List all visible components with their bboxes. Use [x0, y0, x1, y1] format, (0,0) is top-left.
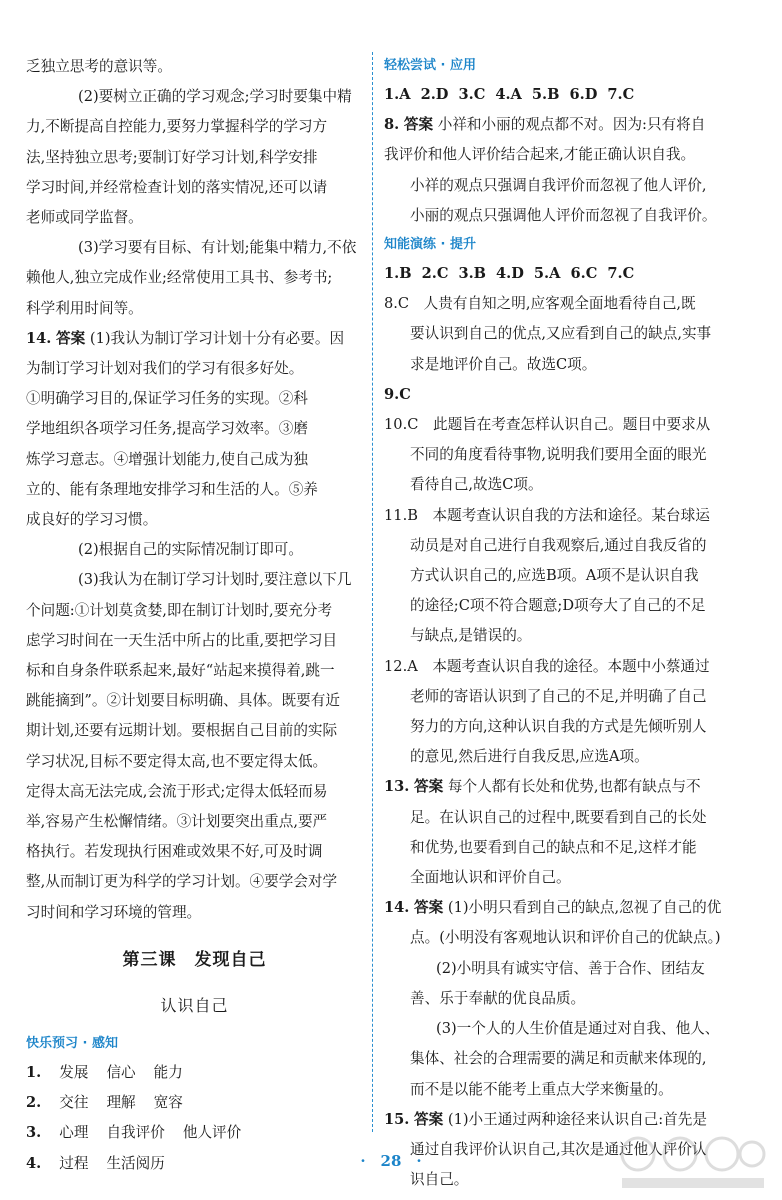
text-line: (2)要树立正确的学习观念;学习时要集中精 — [78, 88, 352, 106]
answer-text: 能力 — [153, 1063, 183, 1081]
text-line: 小丽的观点只强调他人评价而忽视了自我评价。 — [410, 206, 717, 224]
answer-text: 发展 — [59, 1063, 89, 1081]
question-9-answer: 9.C — [384, 385, 411, 403]
fill-answer — [26, 1058, 363, 1088]
text-line: 学习时间,并经常检查计划的落实情况,还可以请 — [26, 178, 328, 196]
text-line: 立的、能有条理地安排学习和生活的人。⑤养 — [26, 480, 318, 498]
item-number: 4. — [26, 1154, 42, 1172]
fill-answer — [26, 1088, 363, 1118]
text-line: 看待自己,故选C项。 — [410, 476, 543, 494]
question-number: 14. — [26, 329, 52, 347]
choice-answer: 4.D — [496, 265, 524, 283]
text-line: (3)我认为在制订学习计划时,要注意以下几 — [78, 571, 352, 589]
answer-text: 自我评价 — [106, 1124, 165, 1142]
choice-answer: 7.C — [607, 86, 635, 103]
answer-text: 过程 — [59, 1154, 89, 1172]
text-line: 8.C 人贵有自知之明,应客观全面地看待自己,既 — [384, 295, 696, 313]
text-line: 动员是对自己进行自我观察后,通过自我反省的 — [410, 536, 707, 554]
text-line: 虑学习时间在一天生活中所占的比重,要把学习目 — [26, 631, 338, 649]
text-line: (2)小明具有诚实守信、善于合作、团结友 — [436, 959, 705, 977]
text-line: 善、乐于奉献的优良品质。 — [410, 989, 586, 1007]
text-line: 炼学习意志。④增强计划能力,使自己成为独 — [26, 450, 308, 468]
text-line: 为制订学习计划对我们的学习有很多好处。 — [26, 360, 304, 378]
text-line: 举,容易产生松懈情绪。③计划要突出重点,要严 — [26, 813, 328, 831]
text-line: 通过自我评价认识自己,其次是通过他人评价认 — [410, 1140, 707, 1158]
question-number: 13. — [384, 778, 410, 796]
text-line: (3)一个人的人生价值是通过对自我、他人、 — [436, 1020, 720, 1038]
text-line: 的途径;C项不符合题意;D项夸大了自己的不足 — [410, 597, 706, 615]
question-10-explanation — [384, 410, 750, 501]
text-line: 跳能摘到”。②计划要目标明确、具体。既要有近 — [26, 692, 340, 710]
text-line: 足。在认识自己的过程中,既要看到自己的长处 — [410, 808, 707, 826]
item-number: 3. — [26, 1124, 42, 1142]
paragraph-2 — [26, 82, 363, 233]
choice-answer: 2.D — [420, 86, 449, 103]
text-line: 要认识到自己的优点,又应看到自己的缺点,实事 — [410, 325, 712, 343]
text-line: 法,坚持独立思考;要制订好学习计划,科学安排 — [26, 148, 318, 166]
text-line: 12.A 本题考查认识自我的途径。本题中小蔡通过 — [384, 657, 710, 675]
text-line: 求是地评价自己。故选C项。 — [410, 355, 597, 373]
choice-answer: 2.C — [421, 265, 449, 283]
text-line: 格执行。若发现执行困难或效果不好,可及时调 — [26, 843, 323, 861]
text-line: 和优势,也要看到自己的缺点和不足,这样才能 — [410, 838, 697, 856]
answer-text: 交往 — [59, 1094, 89, 1112]
text-line: 期计划,还要有远期计划。要根据自己目前的实际 — [26, 722, 338, 740]
answer-text: 心理 — [59, 1124, 89, 1142]
question-8-explanation — [384, 289, 750, 380]
text-line: 每个人都有长处和优势,也都有缺点与不 — [447, 778, 701, 796]
text-line: 乏独立思考的意识等。 — [26, 58, 172, 75]
multiple-choice-answers — [384, 80, 750, 110]
item-number: 1. — [26, 1063, 42, 1081]
text-line: ①明确学习目的,保证学习任务的实现。②科 — [26, 390, 308, 408]
answer-text: 宽容 — [153, 1094, 183, 1112]
text-line: 科学利用时间等。 — [26, 299, 143, 317]
text-line: 不同的角度看待事物,说明我们要用全面的眼光 — [410, 446, 707, 464]
text-line: 个问题:①计划莫贪婪,即在制订计划时,要充分考 — [26, 601, 333, 619]
answer-text: 信心 — [106, 1063, 136, 1081]
question-number: 15. — [384, 1110, 410, 1128]
answer-label: 答案 — [414, 778, 444, 796]
answer-label: 答案 — [414, 899, 444, 917]
text-line: 力,不断提高自控能力,要努力掌握科学的学习方 — [26, 118, 328, 136]
right-column — [384, 52, 750, 1195]
question-8-answer — [384, 110, 750, 231]
text-line: 小祥的观点只强调自我评价而忽视了他人评价, — [410, 176, 707, 194]
section-heading: 快乐预习 · 感知 — [26, 1035, 118, 1051]
question-number: 8. — [384, 116, 400, 134]
choice-answer: 3.B — [458, 265, 487, 283]
text-line: 小祥和小丽的观点都不对。因为:只有将自 — [437, 116, 706, 134]
text-line: 的意见,然后进行自我反思,应选A项。 — [410, 748, 649, 766]
text-line: (1)小王通过两种途径来认识自己:首先是 — [447, 1110, 707, 1128]
text-line: 老师的寄语认识到了自己的不足,并明确了自己 — [410, 687, 707, 705]
text-line: 习时间和学习环境的管理。 — [26, 903, 202, 921]
choice-answer: 1.B — [384, 265, 412, 283]
choice-answer: 5.A — [533, 265, 561, 283]
text-line: (3)学习要有目标、有计划;能集中精力,不依 — [78, 239, 357, 257]
question-14-answer — [384, 893, 750, 1104]
text-line: 11.B 本题考查认识自我的方法和途径。某台球运 — [384, 506, 710, 524]
answer-label: 答案 — [403, 116, 434, 134]
text-line: 赖他人,独立完成作业;经常使用工具书、参考书; — [26, 269, 333, 287]
text-line: 我评价和他人评价结合起来,才能正确认识自我。 — [384, 146, 696, 164]
fill-answer — [26, 1118, 363, 1148]
watermark-logo-icon — [618, 1124, 768, 1194]
item-number: 2. — [26, 1094, 42, 1112]
left-column — [26, 52, 363, 1179]
multiple-choice-answers — [384, 259, 750, 289]
question-number: 14. — [384, 899, 410, 917]
question-13-answer — [384, 772, 750, 893]
answer-label: 答案 — [56, 329, 86, 347]
choice-answer: 3.C — [458, 86, 486, 103]
answer-text: 他人评价 — [182, 1124, 242, 1142]
text-line: 方式认识自己的,应选B项。A项不是认识自我 — [410, 567, 699, 585]
text-line: 10.C 此题旨在考查怎样认识自己。题目中要求从 — [384, 416, 711, 434]
text-line: 集体、社会的合理需要的满足和贡献来体现的, — [410, 1050, 707, 1068]
text-line: 整,从而制订更为科学的学习计划。④要学会对学 — [26, 873, 338, 891]
text-line: 点。(小明没有客观地认识和评价自己的优缺点。) — [410, 929, 721, 947]
question-12-explanation — [384, 652, 750, 773]
answer-text: 生活阅历 — [106, 1154, 165, 1172]
choice-answer: 6.C — [570, 265, 598, 283]
text-line: 识自己。 — [410, 1171, 469, 1189]
choice-answer: 5.B — [531, 86, 560, 103]
question-11-explanation — [384, 501, 750, 652]
choice-answer: 6.D — [569, 86, 598, 103]
paragraph-3 — [26, 233, 363, 324]
text-line: 努力的方向,这种认识自我的方式是先倾听别人 — [410, 718, 707, 736]
answer-text: 理解 — [106, 1094, 136, 1112]
text-line: 与缺点,是错误的。 — [410, 627, 532, 645]
section-title: 认识自己 — [160, 995, 229, 1015]
text-line: (1)我认为制订学习计划十分有必要。因 — [89, 329, 345, 347]
section-heading: 轻松尝试 · 应用 — [384, 58, 476, 73]
answer-label: 答案 — [414, 1110, 444, 1128]
choice-answer: 4.A — [495, 86, 522, 103]
text-line: 全面地认识和评价自己。 — [410, 869, 571, 887]
text-line: (2)根据自己的实际情况制订即可。 — [78, 541, 303, 559]
question-14-answer — [26, 324, 363, 928]
text-line: 标和自身条件联系起来,最好“站起来摸得着,跳一 — [26, 662, 335, 680]
lesson-title: 第三课 发现自己 — [122, 949, 267, 970]
choice-answer: 1.A — [384, 86, 411, 103]
text-line: (1)小明只看到自己的缺点,忽视了自己的优 — [447, 899, 722, 917]
text-line: 成良好的学习习惯。 — [26, 511, 158, 529]
choice-answer: 7.C — [607, 265, 635, 283]
text-line: 学地组织各项学习任务,提高学习效率。③磨 — [26, 420, 308, 438]
text-line: 定得太高无法完成,会流于形式;定得太低轻而易 — [26, 782, 328, 800]
column-divider — [372, 52, 373, 1132]
text-line: 而不是以能不能考上重点大学来衡量的。 — [410, 1080, 673, 1098]
text-line: 学习状况,目标不要定得太高,也不要定得太低。 — [26, 752, 328, 770]
text-line: 老师或同学监督。 — [26, 209, 143, 227]
page-number: · 28 · — [360, 1152, 422, 1170]
section-heading: 知能演练 · 提升 — [384, 237, 476, 253]
